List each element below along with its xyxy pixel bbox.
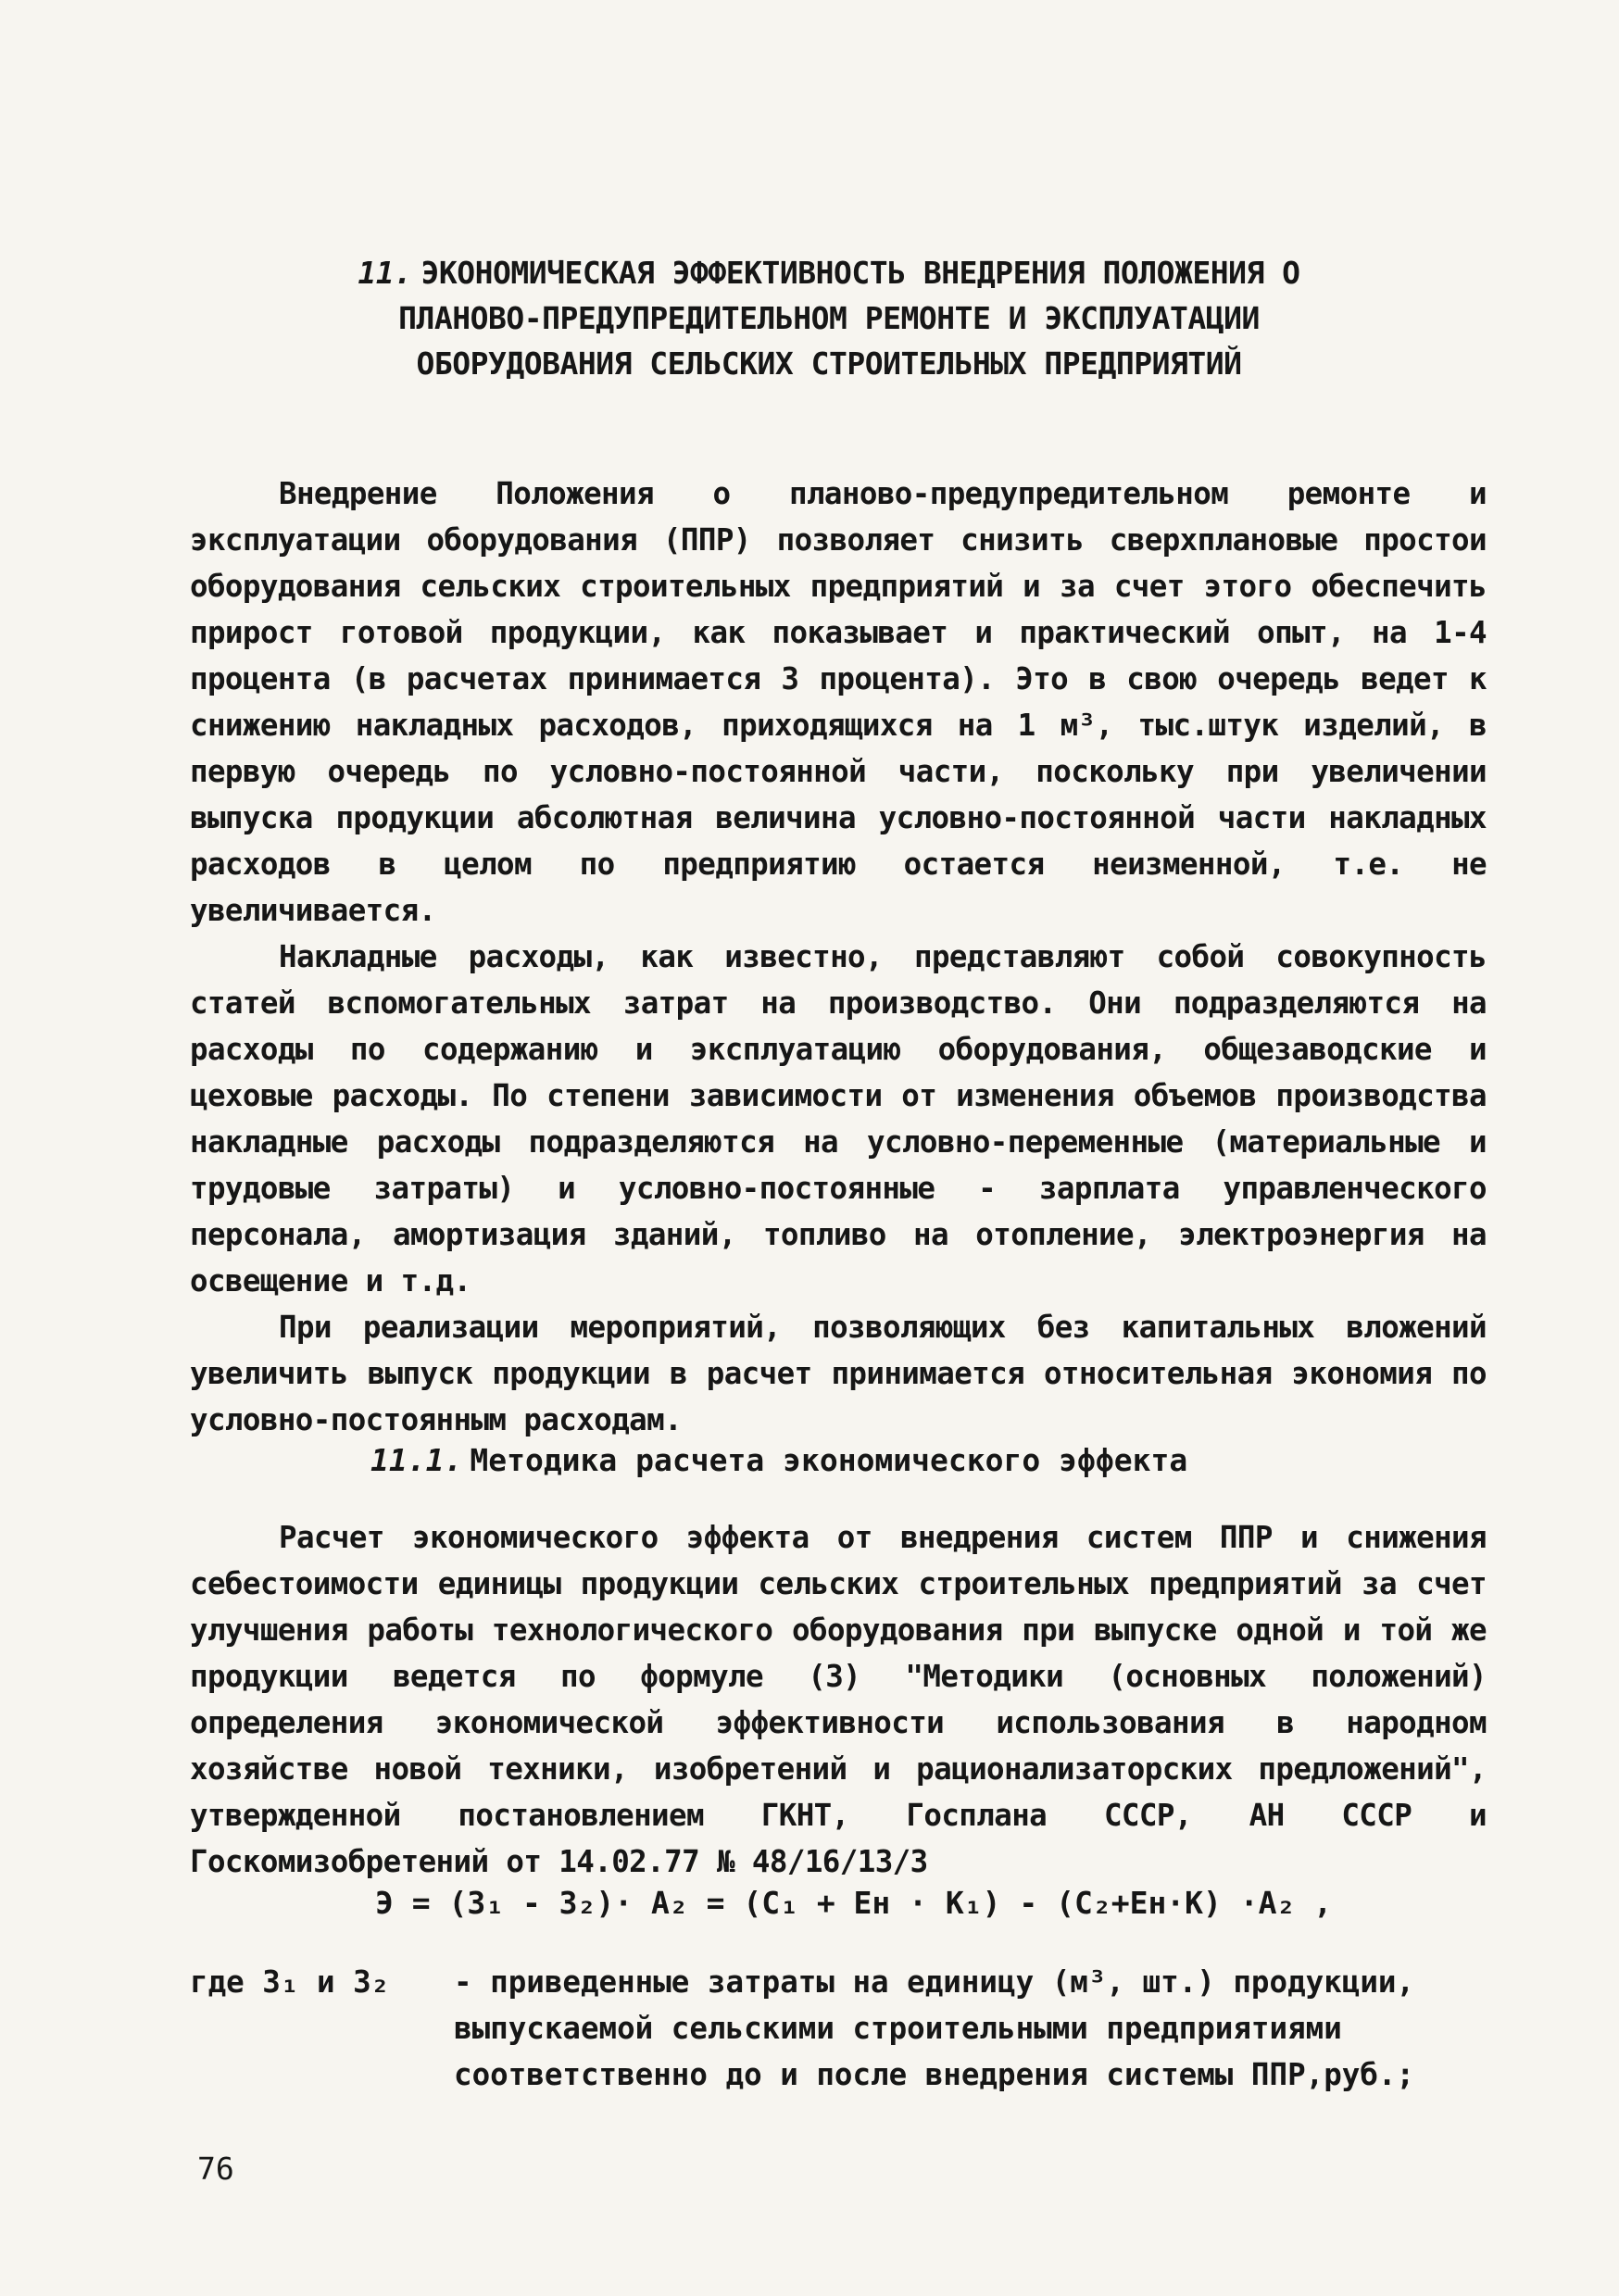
page-number: 76	[197, 2151, 234, 2187]
section-heading	[315, 250, 1343, 386]
paragraph-1: Внедрение Положения о планово-предупредительном ремонте и эксплуатации оборудования (ППР) позволяет снизить сверхплановые простои оборудования сельских строительных предприятий и за счет этого обеспечить прирост готовой продукции, как показывает и практический опыт, на 1-4 процента (в расчетах принимается 3 процента). Это в свою очередь ведет к снижению накладных расходов, приходящихся на 1 м³, тыс.штук изделий, в первую очередь по условно-постоянной части, поскольку при увеличении выпуска продукции абсолютная величина условно-постоянной части накладных расходов в целом по предприятию остается неизменной, т.е. не увеличивается.	[190, 476, 1487, 928]
method-text	[190, 1514, 1487, 1885]
section-title: ЭКОНОМИЧЕСКАЯ ЭФФЕКТИВНОСТЬ ВНЕДРЕНИЯ ПОЛОЖЕНИЯ О ПЛАНОВО-ПРЕДУПРЕДИТЕЛЬНОМ РЕМОНТЕ И ЭКСПЛУАТАЦИИ ОБОРУДОВАНИЯ СЕЛЬСКИХ СТРОИТЕЛЬНЫХ ПРЕДПРИЯТИЙ	[398, 255, 1300, 382]
paragraph-2: Накладные расходы, как известно, представляют собой совокупность статей вспомогательных затрат на производство. Они подразделяются на расходы по содержанию и эксплуатацию оборудования, общезаводские и цеховые расходы. По степени зависимости от изменения объемов производства накладные расходы подразделяются на условно-переменные (материальные и трудовые затраты) и условно-постоянные - зарплата управленческого персонала, амортизация зданий, топливо на отопление, электроэнергия на освещение и т.д.	[190, 939, 1487, 1299]
subsection-number: 11.1.	[370, 1442, 463, 1478]
paragraph-3: При реализации мероприятий, позволяющих без капитальных вложений увеличить выпуск продукции в расчет принимается относительная экономия по условно-постоянным расходам.	[190, 1310, 1487, 1437]
body-text	[190, 470, 1487, 1443]
definition-term: где З₁ и З₂	[190, 1964, 390, 2000]
economic-effect-formula: Э = (З₁ - З₂)· А₂ = (С₁ + Eн · К₁) - (С₂+Eн·К) ·А₂ ,	[375, 1885, 1333, 1921]
definition-text: - приведенные затраты на единицу (м³, шт.) продукции, выпускаемой сельскими строительными предприятиями соответственно до и после внедрения системы ППР,руб.;	[454, 1964, 1415, 2092]
method-paragraph: Расчет экономического эффекта от внедрения систем ППР и снижения себестоимости единицы продукции сельских строительных предприятий за счет улучшения работы технологического оборудования при выпуске одной и той же продукции ведется по формуле (3) "Методики (основных положений) определения экономической эффективности использования в народном хозяйстве новой техники, изобретений и рационализаторских предложений", утвержденной постановлением ГКНТ, Госплана СССР, АН СССР и Госкомизобретений от 14.02.77 № 48/16/13/3	[190, 1520, 1487, 1879]
section-number: 11.	[358, 255, 412, 291]
subsection-title: Методика расчета экономического эффекта	[470, 1442, 1188, 1478]
subsection-heading	[370, 1437, 1297, 1484]
